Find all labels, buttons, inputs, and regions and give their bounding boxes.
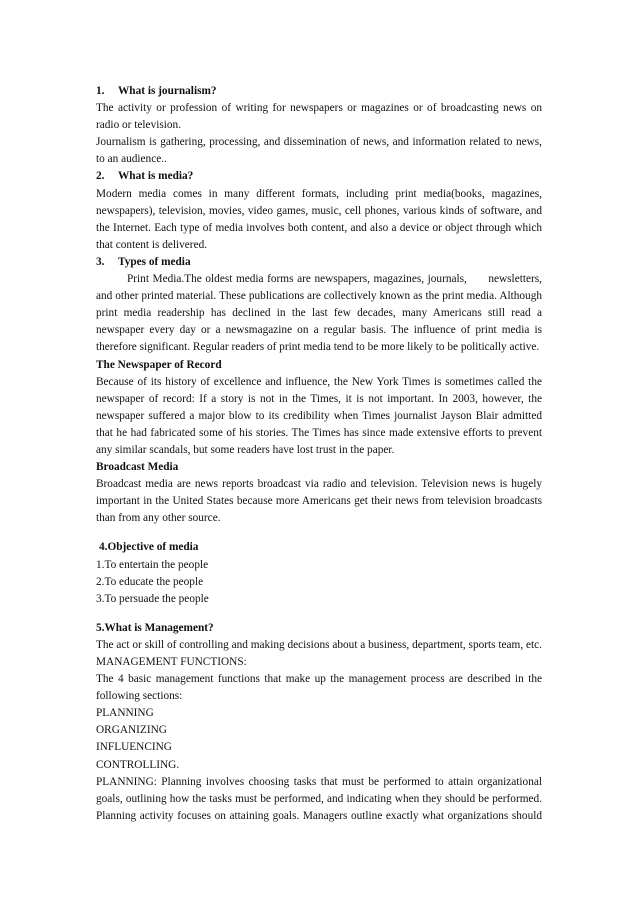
heading-text: What is media? <box>118 170 194 183</box>
paragraph-line: to an audience.. <box>96 153 167 166</box>
heading-text: Types of media <box>118 255 191 268</box>
paragraph-line: the Internet. Each type of media involves both content, and also a device or object through which <box>96 221 542 234</box>
paragraph-line: print media readership has declined in the last few decades, many Americans still read a <box>96 307 542 320</box>
paragraph-line: important in the United States because more Americans get their news from television broadcasts <box>96 495 542 508</box>
function-list-item: PLANNING <box>96 707 154 720</box>
paragraph-line: than from any other source. <box>96 512 221 525</box>
paragraph-line: that he had fabricated some of his stories. The Times has since made extensive efforts to prevent <box>96 426 542 439</box>
document-page <box>96 83 542 825</box>
paragraph-line: following sections: <box>96 690 183 703</box>
paragraph-line: and other printed material. These publications are collectively known as the print media. Although <box>96 290 542 303</box>
paragraph-line: newspaper of record: If a story is not in the Times, it is not important. In 2003, however, the <box>96 392 542 405</box>
paragraph-line: MANAGEMENT FUNCTIONS: <box>96 656 247 668</box>
heading-what-is-management: 5.What is Management? <box>96 621 214 634</box>
paragraph-line: Broadcast media are news reports broadcast via radio and television. Television news is hugely <box>96 478 542 491</box>
paragraph-line: any similar scandals, but some readers have lost trust in the paper. <box>96 443 395 456</box>
subheading-newspaper-of-record: The Newspaper of Record <box>96 358 222 371</box>
paragraph-line: newspaper suffered a major blow to its credibility when Times journalist Jayson Blair admitted <box>96 409 542 422</box>
list-item: 3.To persuade the people <box>96 592 209 605</box>
subheading-broadcast-media: Broadcast Media <box>96 461 179 474</box>
function-list-item: ORGANIZING <box>96 724 167 737</box>
heading-objective-of-media: 4.Objective of media <box>99 541 199 554</box>
spacer <box>96 608 542 620</box>
paragraph-line: radio or television. <box>96 119 182 132</box>
paragraph-line: The act or skill of controlling and making decisions about a business, department, sports team, etc. <box>96 638 542 651</box>
paragraph-line: goals, outlining how the tasks must be performed, and indicating when they should be performed. <box>96 792 542 805</box>
heading-types-of-media <box>96 254 542 271</box>
spacer <box>96 527 542 539</box>
paragraph-line: newspaper every day or a newsmagazine on a regular basis. The influence of print media is <box>96 324 542 337</box>
heading-number: 1. <box>96 85 105 97</box>
paragraph-line: newspapers), television, movies, video games, music, cell phones, various kinds of software, and <box>96 204 542 217</box>
paragraph-line: Because of its history of excellence and influence, the New York Times is sometimes called the <box>96 375 542 388</box>
heading-number: 3. <box>96 255 105 268</box>
list-item: 2.To educate the people <box>96 575 204 588</box>
paragraph-line: that content is delivered. <box>96 238 208 251</box>
heading-number: 2. <box>96 170 105 183</box>
paragraph-line: PLANNING: Planning involves choosing tasks that must be performed to attain organizational <box>96 775 542 788</box>
heading-text: What is journalism? <box>118 85 217 97</box>
paragraph-line: therefore significant. Regular readers of print media tend to be more likely to be politically active. <box>96 341 540 354</box>
heading-what-is-journalism <box>96 83 542 100</box>
paragraph-line: Print Media.The oldest media forms are newspapers, magazines, journals, newsletters, <box>127 273 542 286</box>
paragraph-line: Planning activity focuses on attaining goals. Managers outline exactly what organizations should <box>96 809 542 822</box>
paragraph-line: The 4 basic management functions that make up the management process are described in the <box>96 673 542 686</box>
function-list-item: CONTROLLING. <box>96 758 180 771</box>
heading-what-is-media <box>96 168 542 185</box>
paragraph-line: The activity or profession of writing for newspapers or magazines or of broadcasting news on <box>96 102 542 115</box>
paragraph-line: Modern media comes in many different formats, including print media(books, magazines, <box>96 187 542 200</box>
function-list-item: INFLUENCING <box>96 741 172 754</box>
paragraph-line: Journalism is gathering, processing, and dissemination of news, and information related to news, <box>96 136 542 149</box>
list-item: 1.To entertain the people <box>96 558 209 571</box>
